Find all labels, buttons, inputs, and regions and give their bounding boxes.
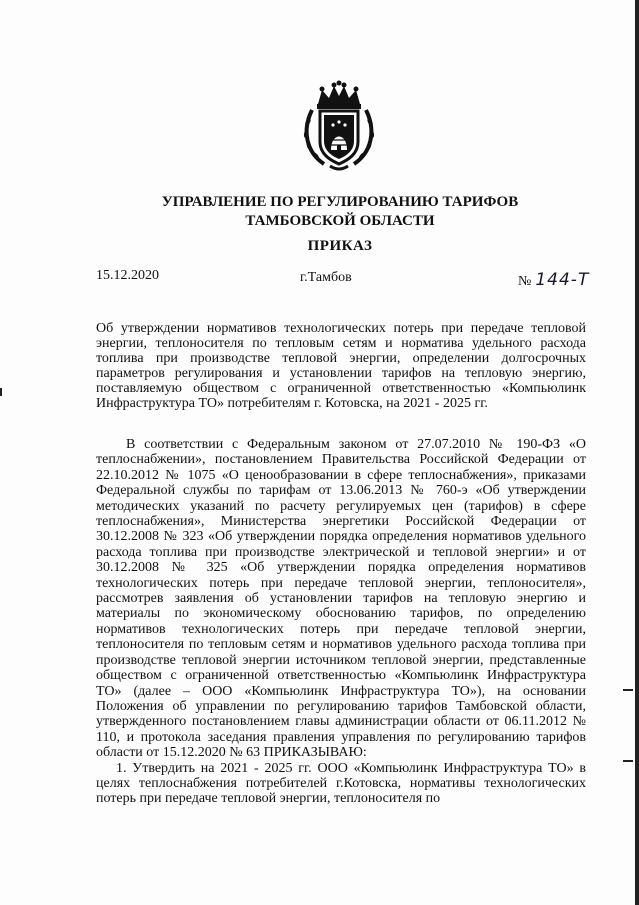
scan-edge-tick — [623, 760, 633, 762]
organization-name-line2: ТАМБОВСКОЙ ОБЛАСТИ — [245, 213, 435, 229]
document-number — [518, 270, 589, 290]
document-body — [96, 437, 586, 807]
handwritten-number: 144-Т — [535, 270, 590, 290]
organization-name-line1: УПРАВЛЕНИЕ ПО РЕГУЛИРОВАНИЮ ТАРИФОВ — [161, 194, 519, 210]
organization-name — [90, 193, 590, 231]
number-sign: № — [518, 274, 532, 289]
document-type: ПРИКАЗ — [307, 238, 373, 254]
scan-edge-right — [635, 0, 639, 905]
scan-edge-tick — [623, 689, 633, 691]
document-subject: Об утверждении нормативов технологических потерь при передаче тепловой энергии, теплоносителя по тепловым сетям и норматива удельного расхода топлива при производстве тепловой энергии, определении долгосрочных параметров регулирования и установлении тарифов на тепловую энергию, поставляемую обществом с ограниченной ответственностью «Компьюлинк Инфраструктура ТО» потребителям г. Котовска, на 2021 - 2025 гг. — [96, 321, 586, 411]
order-item-1: 1. Утвердить на 2021 - 2025 гг. ООО «Компьюлинк Инфраструктура ТО» в целях теплоснабжения потребителей г.Котовска, нормативы технологических потерь при передаче тепловой энергии, теплоносителя по — [96, 760, 586, 807]
preamble-paragraph: В соответствии с Федеральным законом от 27.07.2010 № 190-ФЗ «О теплоснабжении», постановлением Правительства Российской Федерации от 22.10.2012 № 1075 «О ценообразовании в сфере теплоснабжения», приказами Федеральной службы по тарифам от 13.06.2013 № 760-э «Об утверждении методических указаний по расчету регулируемых цен (тарифов) в сфере теплоснабжения», Министерства энергетики Российской Федерации от 30.12.2008 № 323 «Об утверждении порядка определения нормативов удельного расхода топлива при производстве электрической и тепловой энергии» и от 30.12.2008 № 325 «Об утверждении порядка определения нормативов технологических потерь при передаче тепловой энергии, теплоносителя», рассмотрев заявления об установлении тарифов на тепловую энергию и материалы по экономическому обоснованию тарифов, по определению нормативов технологических потерь при передаче тепловой энергии, теплоносителя по тепловым сетям и нормативов удельного расхода топлива при производстве тепловой энергии источником тепловой энергии, представленные обществом с ограниченной ответственностью «Компьюлинк Инфраструктура ТО» (далее – ООО «Компьюлинк Инфраструктура ТО»), на основании Положения об управлении по регулированию тарифов Тамбовской области, утвержденного постановлением главы администрации области от 06.11.2012 № 110, и протокола заседания правления управления по регулированию тарифов области от 15.12.2020 № 63 ПРИКАЗЫВАЮ: — [96, 437, 586, 761]
document-city: г.Тамбов — [300, 270, 352, 285]
scan-edge-tick — [0, 388, 2, 396]
document-date: 15.12.2020 — [96, 268, 159, 283]
coat-of-arms-icon — [298, 80, 380, 172]
